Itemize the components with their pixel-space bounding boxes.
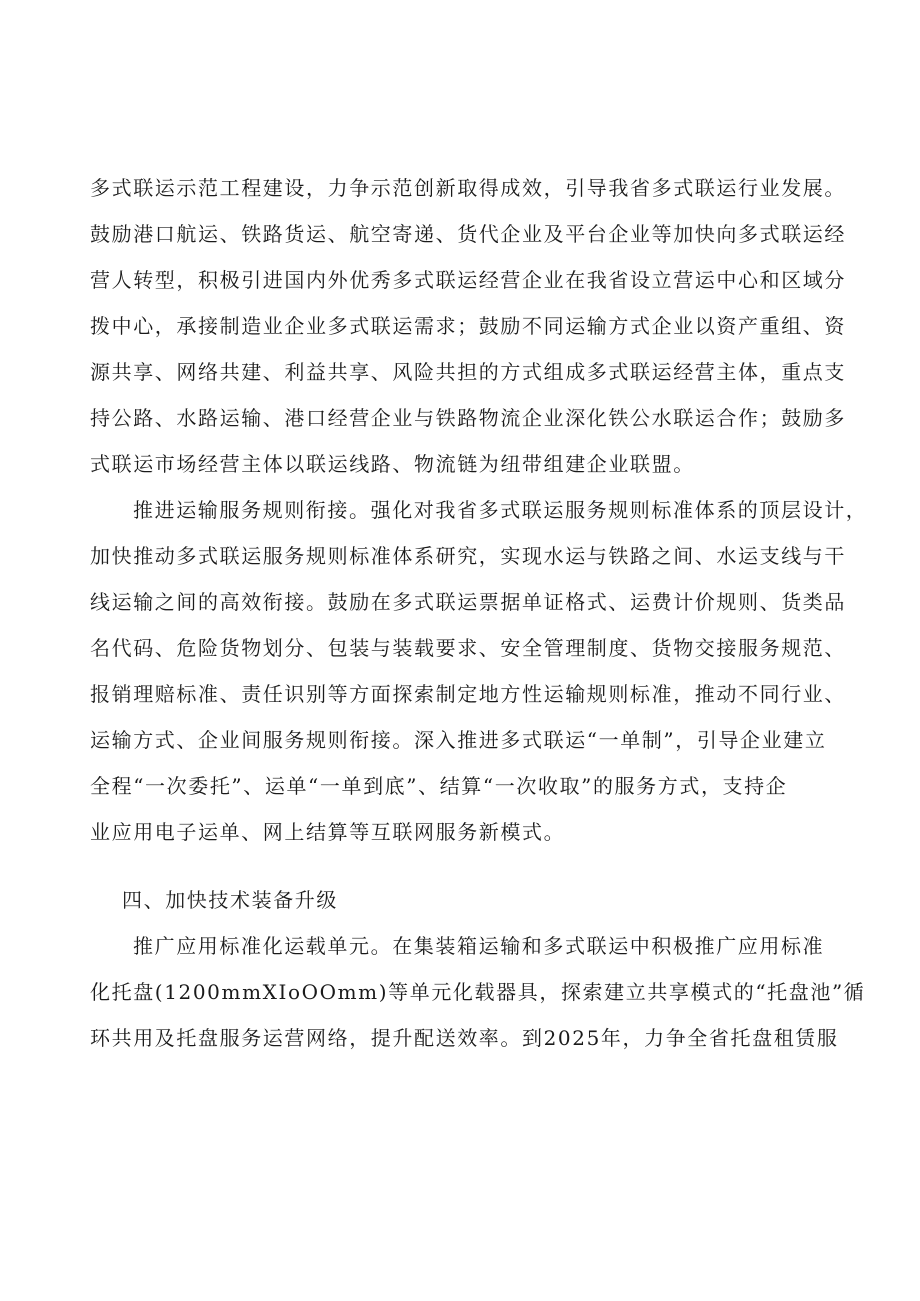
text-line: 式联运市场经营主体以联运线路、物流链为纽带组建企业联盟。 xyxy=(90,452,695,476)
text-line: 拨中心，承接制造业企业多式联运需求；鼓励不同运输方式企业以资产重组、资 xyxy=(90,314,846,338)
text-line: 报销理赔标准、责任识别等方面探索制定地方性运输规则标准，推动不同行业、 xyxy=(90,682,846,706)
text-line: 业应用电子运单、网上结算等互联网服务新模式。 xyxy=(90,820,566,844)
text-line: 线运输之间的高效衔接。鼓励在多式联运票据单证格式、运费计价规则、货类品 xyxy=(90,590,846,614)
text-line: 鼓励港口航运、铁路货运、航空寄递、货代企业及平台企业等加快向多式联运经 xyxy=(90,222,846,246)
text-line: 加快推动多式联运服务规则标准体系研究，实现水运与铁路之间、水运支线与干 xyxy=(90,544,846,568)
text-line: 化托盘(1200mmXIoOOmm)等单元化载器具，探索建立共享模式的“托盘池”循 xyxy=(90,980,866,1004)
text-line: 环共用及托盘服务运营网络，提升配送效率。到2025年，力争全省托盘租赁服 xyxy=(90,1026,839,1050)
text-line: 营人转型，积极引进国内外优秀多式联运经营企业在我省设立营运中心和区域分 xyxy=(90,268,846,292)
text-line: 多式联运示范工程建设，力争示范创新取得成效，引导我省多式联运行业发展。 xyxy=(90,176,846,200)
section-heading: 四、加快技术装备升级 xyxy=(122,888,338,912)
text-line: 名代码、危险货物划分、包装与装载要求、安全管理制度、货物交接服务规范、 xyxy=(90,636,846,660)
paragraph-start-line: 推进运输服务规则衔接。强化对我省多式联运服务规则标准体系的顶层设计， xyxy=(133,498,868,522)
text-line: 持公路、水路运输、港口经营企业与铁路物流企业深化铁公水联运合作；鼓励多 xyxy=(90,406,846,430)
text-line: 运输方式、企业间服务规则衔接。深入推进多式联运“一单制”，引导企业建立 xyxy=(90,728,827,752)
paragraph-start-line: 推广应用标准化运载单元。在集装箱运输和多式联运中积极推广应用标准 xyxy=(133,934,825,958)
text-line: 源共享、网络共建、利益共享、风险共担的方式组成多式联运经营主体，重点支 xyxy=(90,360,846,384)
text-line: 全程“一次委托”、运单“一单到底”、结算“一次收取”的服务方式，支持企 xyxy=(90,774,788,798)
